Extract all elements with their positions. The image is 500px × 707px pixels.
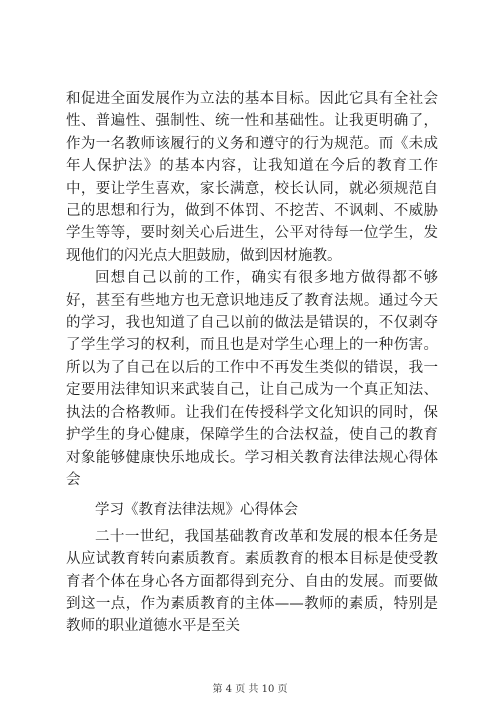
paragraph-3: 二十一世纪，我国基础教育改革和发展的根本任务是从应试教育转向素质教育。素质教育的根本目标是使受教育者个体在身心各方面都得到充分、自由的发展。而要做到这一点，作为素质教育的主体——教师的素质，特别是教师的职业道德水平是至关 xyxy=(66,528,438,635)
page-footer: 第 4 页 共 10 页 xyxy=(212,684,288,695)
document-body xyxy=(66,88,438,638)
section-heading: 学习《教育法律法规》心得体会 xyxy=(95,502,298,519)
paragraph-2: 回想自己以前的工作，确实有很多地方做得都不够好，甚至有些地方也无意识地违反了教育法规。通过今天的学习，我也知道了自己以前的做法是错误的，不仅剥夺了学生学习的权利，而且也是对学生心理上的一种伤害。所以为了自己在以后的工作中不再发生类似的错误，我一定要用法律知识来武装自己，让自己成为一个真正知法、执法的合格教师。让我们在传授科学文化知识的同时，保护学生的身心健康，保障学生的合法权益，使自己的教育对象能够健康快乐地成长。学习相关教育法律法规心得体会 xyxy=(66,270,438,488)
paragraph-1: 和促进全面发展作为立法的基本目标。因此它具有全社会性、普遍性、强制性、统一性和基础性。让我更明确了，作为一名教师该履行的义务和遵守的行为规范。而《未成年人保护法》的基本内容，让我知道在今后的教育工作中，要让学生喜欢，家长满意，校长认同，就必须规范自己的思想和行为，做到不体罚、不挖苦、不讽刺、不威胁学生等等，要时刻关心后进生，公平对待每一位学生，发现他们的闪光点大胆鼓励，做到因材施教。 xyxy=(66,91,438,264)
